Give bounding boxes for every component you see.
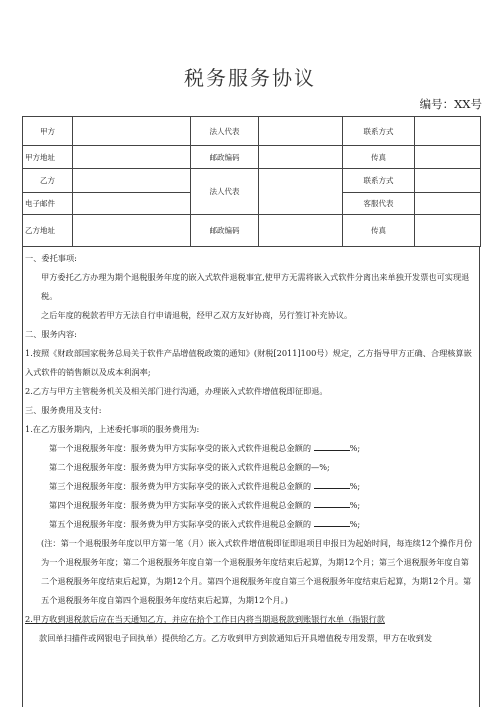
party-a-label: 甲方 <box>23 117 73 146</box>
section3-item1: 1.在乙方服务期内，上述委托事项的服务费用为: <box>25 424 200 434</box>
party-a-value[interactable] <box>73 117 191 146</box>
fee-suffix: %; <box>349 500 361 510</box>
fee-suffix: %; <box>349 519 361 529</box>
section2-item2: 2.乙方与甲方主管税务机关及相关部门进行沟通，办理嵌入式软件增值税即征即退。 <box>25 386 328 396</box>
section1-paragraph2: 之后年度的税款若甲方无法自行申请退税，经甲乙双方友好协商，另行签订补充协议。 <box>41 310 353 320</box>
party-info-table <box>22 116 481 247</box>
fee-line-text: 第一个退税服务年度：服务费为甲方实际享受的嵌入式软件退税总金额的 <box>49 443 312 453</box>
contact-label: 联系方式 <box>343 117 415 146</box>
legal-rep-b-label: 法人代表 <box>191 169 259 215</box>
section2-heading: 二、服务内容: <box>25 329 77 339</box>
legal-rep-value[interactable] <box>259 117 343 146</box>
fax-label: 传真 <box>343 146 415 169</box>
email-value[interactable] <box>73 193 191 215</box>
section1-heading: 一、委托事项: <box>25 253 77 263</box>
contact-value[interactable] <box>415 117 481 146</box>
fee-line-text: 第五个退税服务年度：服务费为甲方实际享受的嵌入式软件退税总金额的 <box>49 519 312 529</box>
postcode-b-value[interactable] <box>259 215 343 247</box>
party-b-label: 乙方 <box>23 169 73 193</box>
fee-blank[interactable] <box>314 499 350 508</box>
fee-suffix: %; <box>349 443 361 453</box>
contact-b-label: 联系方式 <box>343 169 415 193</box>
party-a-address-value[interactable] <box>73 146 191 169</box>
legal-rep-label: 法人代表 <box>191 117 259 146</box>
cs-rep-label: 客服代表 <box>343 193 415 215</box>
fax-b-value[interactable] <box>415 215 481 247</box>
fee-blank[interactable] <box>314 480 350 489</box>
fee-line-3 <box>23 477 479 496</box>
section2-item1: 1.按照《财政部国家税务总局关于软件产品增值税政策的通知》(财税[2011]100号）规定，乙方指导甲方正确、合理核算嵌入式软件的销售额以及成本利润率; <box>25 348 472 377</box>
section3-item2-line1: 2.甲方收到退税款后应在当天通知乙方，并应在拾个工作日内将当期退税款到账银行水单（指银行款 <box>25 614 385 624</box>
service-year-note: (注：第一个退税服务年度以甲方第一笔（月）嵌入式软件增值税即征即退项目申报日为起始时间，每连续12个操作月份为一个退税服务年度；第二个退税服务年度自第一个退税服务年度结束后起算，为期12个月；第三个退税服务年度自第二个退税服务年度结束后起算，为期12个月。第四个退税服务年度自第三个退税服务年度结束后起算，为期12个月。第五个退税服务年度自第四个退税服务年度结束后起算，为期12个月。) <box>41 538 473 605</box>
section3-item2-line2: 款回单扫描件或网银电子回执单）提供给乙方。乙方收到甲方到款通知后开具增值税专用发票，甲方在收到发 <box>39 633 433 643</box>
fee-line-2 <box>23 458 479 477</box>
fee-suffix: %; <box>349 481 361 491</box>
fee-blank[interactable] <box>314 518 350 527</box>
fee-line-5 <box>23 515 479 534</box>
party-b-address-label: 乙方地址 <box>23 215 73 247</box>
fax-value[interactable] <box>415 146 481 169</box>
postcode-b-label: 邮政编码 <box>191 215 259 247</box>
fax-b-label: 传真 <box>343 215 415 247</box>
cs-rep-value[interactable] <box>415 193 481 215</box>
section1-paragraph1: 甲方委托乙方办理为期个退税服务年度的嵌入式软件退税事宜,使甲方无需将嵌入式软件分离出来单独开发票也可实现退税。 <box>41 272 470 301</box>
contact-b-value[interactable] <box>415 169 481 193</box>
party-b-value[interactable] <box>73 169 191 193</box>
email-label: 电子邮件 <box>23 193 73 215</box>
fee-blank[interactable] <box>314 442 350 451</box>
fee-line-text: 第三个退税服务年度：服务费为甲方实际享受的嵌入式软件退税总金额的 <box>49 481 312 491</box>
party-a-address-label: 甲方地址 <box>23 146 73 169</box>
fee-line-text: 第二个退税服务年度：服务费为甲方实际享受的嵌入式软件退税总金额的—%; <box>49 462 330 472</box>
postcode-value[interactable] <box>259 146 343 169</box>
document-title: 税务服务协议 <box>184 66 316 90</box>
document-number: 编号：XX号 <box>419 97 482 111</box>
fee-line-1 <box>23 439 479 458</box>
fee-line-4 <box>23 496 479 515</box>
legal-rep-b-value[interactable] <box>259 169 343 215</box>
fee-line-text: 第四个退税服务年度：服务费为甲方实际享受的嵌入式软件退税总金额的 <box>49 500 312 510</box>
postcode-label: 邮政编码 <box>191 146 259 169</box>
party-b-address-value[interactable] <box>73 215 191 247</box>
section3-heading: 三、服务费用及支付: <box>25 405 102 415</box>
agreement-body <box>22 246 480 707</box>
